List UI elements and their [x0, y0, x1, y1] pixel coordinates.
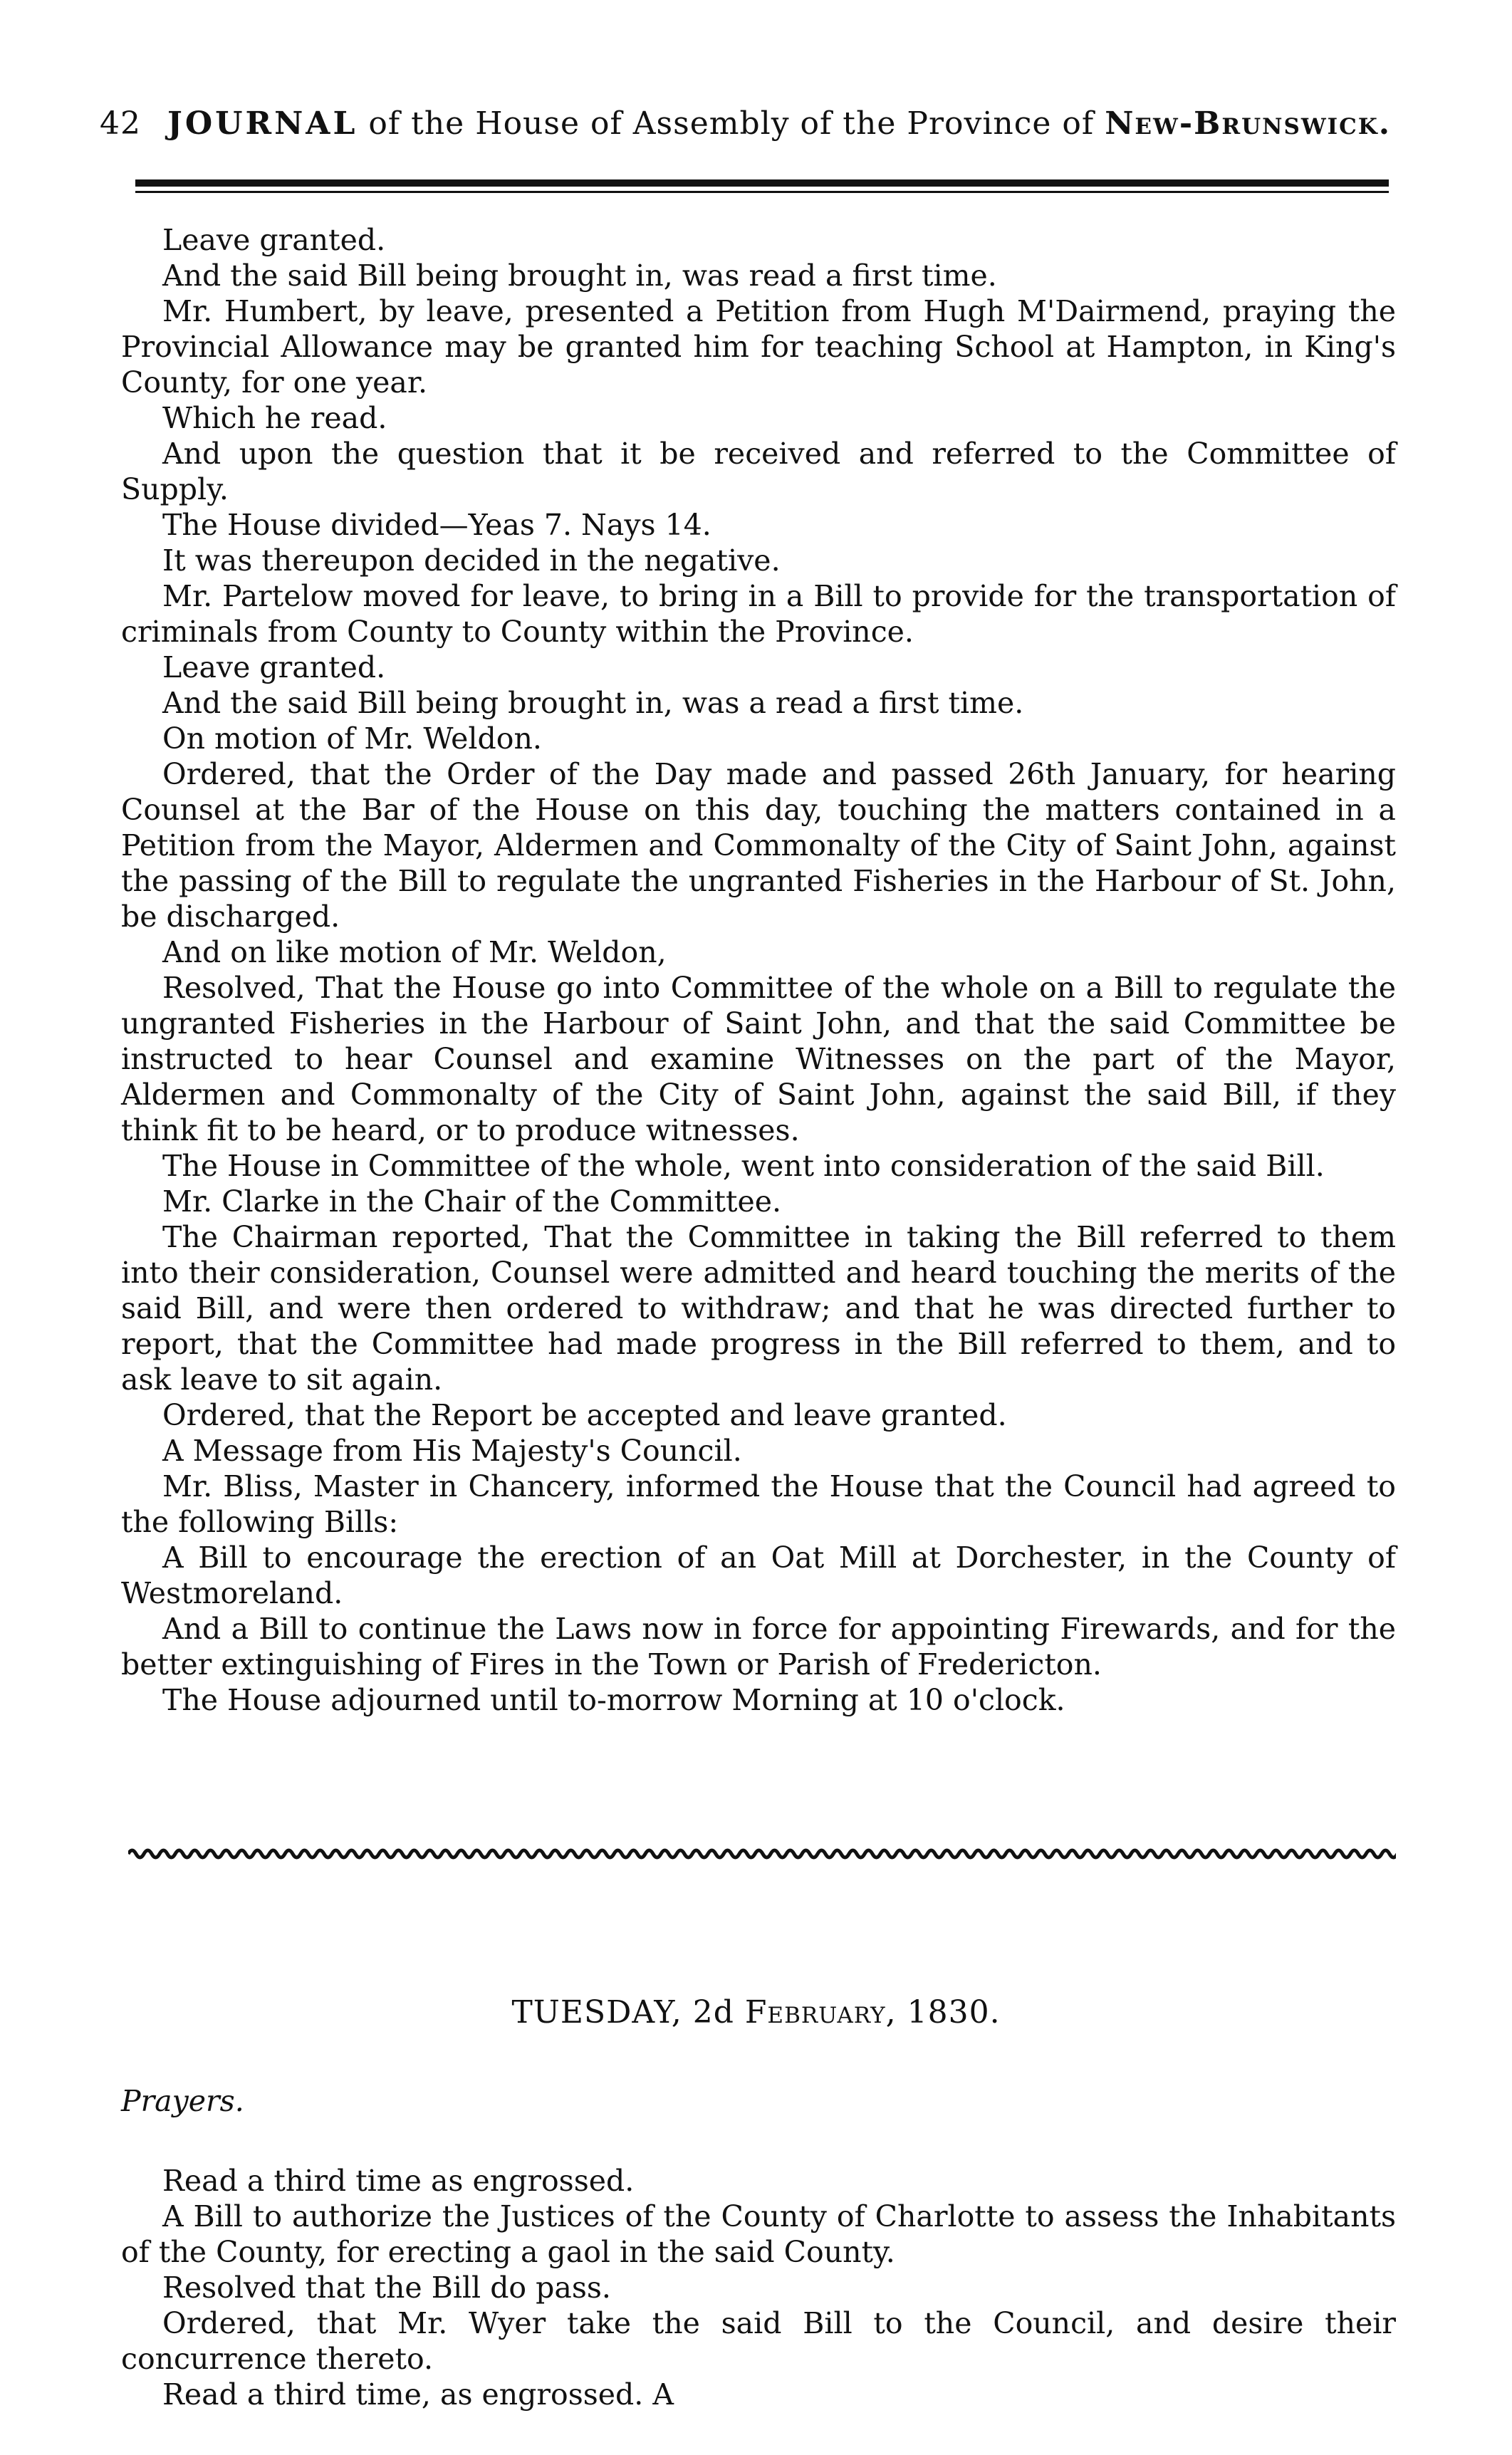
paragraph: And a Bill to continue the Laws now in force for appointing Firewards, and for the better extinguishing of Fires in the Town or Parish of Fredericton. — [121, 1612, 1396, 1682]
vote-tally: The House divided—Yeas 7. Nays 14. — [162, 508, 711, 542]
paragraph: A Bill to encourage the erection of an Oat Mill at Dorchester, in the County of Westmoreland. — [121, 1541, 1396, 1610]
paragraph: Resolved, That the House go into Committee of the whole on a Bill to regulate the ungranted Fisheries in the Harbour of Saint John, and that the said Committee be instructed to hear Counsel and examine Witnesses on the part of the Mayor, Aldermen and Commonalty of the City of Saint John, against the said Bill, if they think fit to be heard, or to produce witnesses. — [121, 971, 1396, 1147]
day-heading-year: 1830. — [907, 1994, 1001, 2031]
paragraph: And the said Bill being brought in, was read a first time. — [162, 259, 997, 293]
paragraph: Ordered, that Mr. Wyer take the said Bill to the Council, and desire their concurrence thereto. — [121, 2306, 1396, 2376]
paragraph: The Chairman reported, That the Committee in taking the Bill referred to them into their consideration, Counsel were admitted and heard touching the merits of the said Bill, and were then ordered to withdraw; and that he was directed further to report, that the Committee had made progress in the Bill referred to them, and to ask leave to sit again. — [121, 1220, 1396, 1397]
header-rule-thick — [135, 179, 1389, 187]
day-heading — [0, 1994, 1512, 2031]
paragraph: It was thereupon decided in the negative. — [162, 543, 781, 578]
day-heading-day: TUESDAY, 2d — [511, 1994, 734, 2031]
paragraph: Read a third time as engrossed. — [162, 2164, 635, 2198]
paragraph: A Message from His Majesty's Council. — [162, 1434, 742, 1468]
prayers-label: Prayers. — [121, 2084, 244, 2118]
day-heading-month: February, — [744, 1994, 897, 2031]
paragraph: And upon the question that it be received and referred to the Committee of Supply. — [121, 437, 1396, 506]
paragraph: Mr. Bliss, Master in Chancery, informed the House that the Council had agreed to the following Bills: — [121, 1469, 1396, 1539]
paragraph: Leave granted. — [162, 650, 386, 684]
paragraph: The House adjourned until to-morrow Morning at 10 o'clock. — [162, 1683, 1065, 1717]
paragraph: Mr. Clarke in the Chair of the Committee. — [162, 1184, 782, 1219]
page-number: 42 — [100, 105, 141, 142]
running-head-title: of the House of Assembly of the Province of — [368, 105, 1095, 142]
ornamental-rule — [128, 1845, 1396, 1863]
paragraph: And on like motion of Mr. Weldon, — [162, 935, 667, 969]
paragraph: Resolved that the Bill do pass. — [162, 2271, 611, 2305]
journal-word: JOURNAL — [167, 105, 358, 142]
paragraph: On motion of Mr. Weldon. — [162, 721, 542, 756]
header-rule-thin — [135, 191, 1389, 193]
paragraph: Read a third time, as engrossed. A — [162, 2377, 674, 2412]
tuesday-proceedings — [121, 2083, 1396, 2412]
paragraph: Mr. Humbert, by leave, presented a Petition from Hugh M'Dairmend, praying the Provincial Allowance may be granted him for teaching School at Hampton, in King's County, for one year. — [121, 294, 1396, 400]
paragraph: A Bill to authorize the Justices of the County of Charlotte to assess the Inhabitants of the County, for erecting a gaol in the said County. — [121, 2199, 1396, 2269]
paragraph: Ordered, that the Report be accepted and leave granted. — [162, 1398, 1007, 1432]
province-name: New-Brunswick. — [1105, 105, 1392, 142]
paragraph: Leave granted. — [162, 223, 386, 257]
paragraph: The House in Committee of the whole, went into consideration of the said Bill. — [162, 1149, 1325, 1183]
paragraph: Ordered, that the Order of the Day made and passed 26th January, for hearing Counsel at the Bar of the House on this day, touching the matters contained in a Petition from the Mayor, Aldermen and Commonalty of the City of Saint John, against the passing of the Bill to regulate the ungranted Fisheries in the Harbour of St. John, be discharged. — [121, 757, 1396, 934]
paragraph: And the said Bill being brought in, was a read a first time. — [162, 686, 1024, 720]
paragraph: Mr. Partelow moved for leave, to bring in a Bill to provide for the transportation of criminals from County to County within the Province. — [121, 579, 1396, 649]
proceedings-text — [121, 222, 1396, 1718]
paragraph: Which he read. — [162, 401, 387, 435]
running-head — [100, 105, 1392, 142]
